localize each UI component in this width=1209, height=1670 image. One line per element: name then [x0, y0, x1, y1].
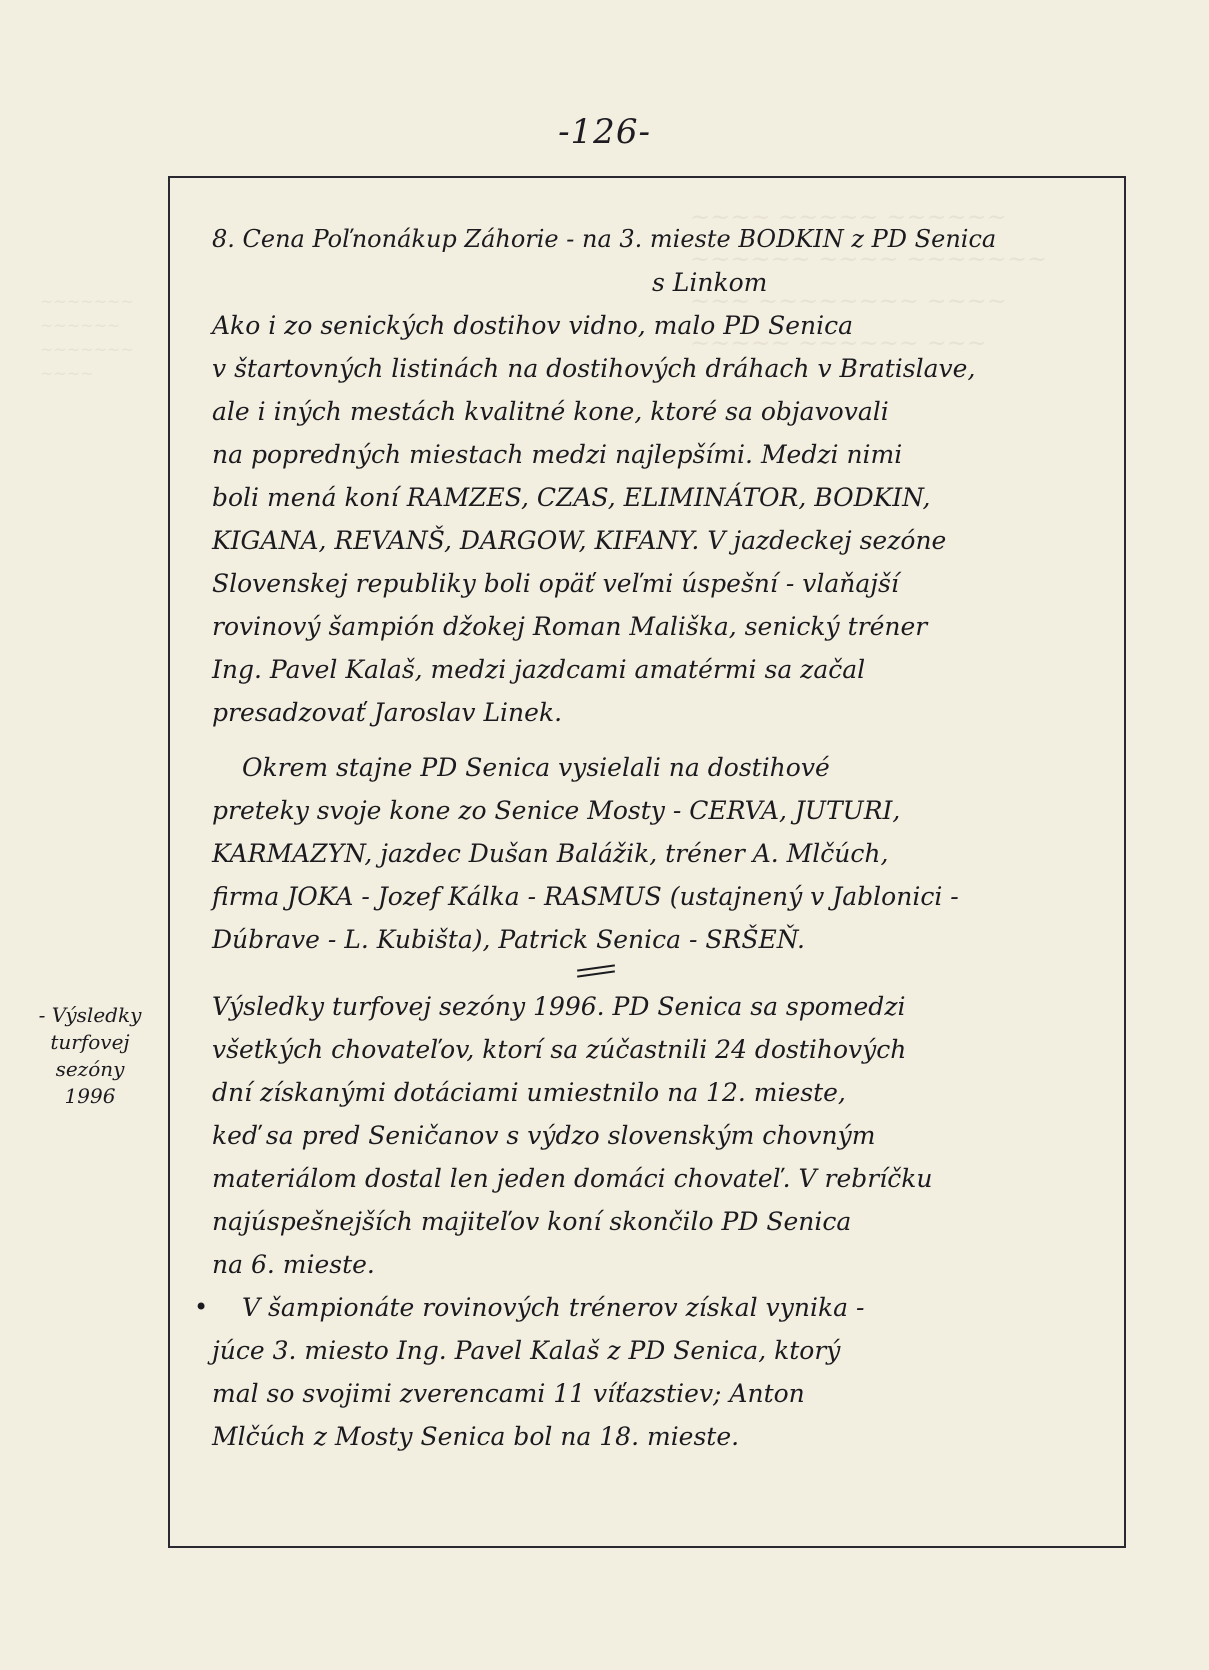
text-frame: [168, 176, 1126, 1548]
section-divider: [577, 961, 617, 985]
margin-note-line: - Výsledky: [38, 1003, 142, 1027]
paragraph-horses: [212, 304, 1082, 734]
text-line: na popredných miestach medzi najlepšími. Medzi nimi: [212, 440, 903, 469]
text-line: KIGANA, REVANŠ, DARGOW, KIFANY. V jazdeckej sezóne: [212, 526, 947, 555]
text-line: všetkých chovateľov, ktorí sa zúčastnili 24 dostihových: [212, 1035, 907, 1064]
text-line: v štartovných listinách na dostihových dráhach v Bratislave,: [212, 354, 976, 383]
text-line: Ing. Pavel Kalaš, medzi jazdcami amatérmi sa začal: [212, 655, 866, 684]
text-line: materiálom dostal len jeden domáci chovateľ. V rebríčku: [212, 1164, 933, 1193]
text-line: najúspešnejších majiteľov koní skončilo PD Senica: [212, 1207, 852, 1236]
text-line: Výsledky turfovej sezóny 1996. PD Senica sa spomedzi: [212, 992, 906, 1021]
text-line: V šampionáte rovinových trénerov získal vynika -: [242, 1293, 865, 1322]
text-line: Dúbrave - L. Kubišta), Patrick Senica - SRŠEŇ.: [212, 925, 805, 954]
text-line: 8. Cena Poľnonákup Záhorie - na 3. mieste BODKIN z PD Senica: [212, 225, 997, 253]
text-line: na 6. mieste.: [212, 1250, 375, 1279]
bleed-through-margin: ~~~~~~~ ~~~~~~ ~~~~~~~ ~~~~: [40, 292, 134, 383]
margin-note: [30, 1002, 150, 1110]
text-line: s Linkom: [652, 268, 768, 297]
text-line: keď sa pred Seničanov s výdzo slovenským chovným: [212, 1121, 876, 1150]
text-line: presadzovať Jaroslav Linek.: [212, 698, 563, 727]
paragraph-race-result: [212, 218, 1082, 304]
paragraph-trainers: [194, 1286, 1082, 1458]
text-line: Slovenskej republiky boli opäť veľmi úspešní - vlaňajší: [212, 569, 899, 598]
text-line: preteky svoje kone zo Senice Mosty - CERVA, JUTURI,: [212, 796, 901, 825]
text-line: Ako i zo senických dostihov vidno, malo PD Senica: [212, 311, 854, 340]
text-line: júce 3. miesto Ing. Pavel Kalaš z PD Senica, ktorý: [212, 1336, 841, 1365]
text-line: ale i iných mestách kvalitné kone, ktoré sa objavovali: [212, 397, 889, 426]
text-line: boli mená koní RAMZES, CZAS, ELIMINÁTOR, BODKIN,: [212, 483, 931, 512]
text-line: KARMAZYN, jazdec Dušan Balážik, tréner A. Mlčúch,: [212, 839, 889, 868]
margin-note-line: 1996: [64, 1084, 116, 1108]
page-number: -126-: [558, 112, 651, 152]
text-line: Okrem stajne PD Senica vysielali na dostihové: [242, 753, 830, 782]
text-line: rovinový šampión džokej Roman Mališka, senický tréner: [212, 612, 928, 641]
text-line: firma JOKA - Jozef Kálka - RASMUS (ustajnený v Jablonici -: [212, 882, 959, 911]
text-line: mal so svojimi zverencami 11 víťazstiev; Anton: [212, 1379, 805, 1408]
handwritten-text: [194, 218, 1082, 1458]
bullet-point: •: [194, 1293, 209, 1321]
bleed-through-text: ~~~~ ~~~~~ ~~~~~~ ~~~~~~ ~~~~ ~~~~~~~ ~~~ ~~~~~~~~ ~~~~ ~~~~~ ~~~~~~ ~~~: [690, 203, 1048, 357]
margin-note-line: sezóny: [55, 1057, 125, 1081]
paragraph-season-results: [212, 985, 1082, 1286]
margin-note-line: turfovej: [50, 1030, 130, 1054]
text-line: dní získanými dotáciami umiestnilo na 12. mieste,: [212, 1078, 846, 1107]
paragraph-other-stables: [212, 746, 1082, 961]
text-line: Mlčúch z Mosty Senica bol na 18. mieste.: [212, 1422, 740, 1451]
